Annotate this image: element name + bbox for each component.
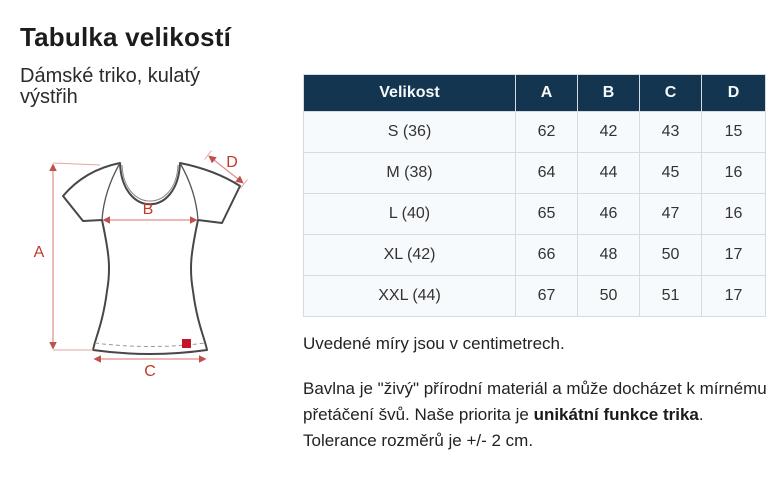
column-header-velikost: Velikost [304, 75, 516, 112]
column-header-c: C [640, 75, 702, 112]
dim-d-tick-2 [241, 180, 248, 189]
dim-d-tick-1 [205, 151, 212, 160]
measurement-cell: 45 [640, 153, 702, 194]
measurement-cell: 42 [578, 112, 640, 153]
tshirt-diagram [25, 143, 275, 380]
hem-tag [182, 339, 191, 348]
measurement-cell: 43 [640, 112, 702, 153]
measurement-cell: 67 [516, 276, 578, 317]
material-note-line-3: Tolerance rozměrů je +/- 2 cm. [303, 431, 534, 450]
measurement-cell: 15 [702, 112, 766, 153]
measurement-cell: 44 [578, 153, 640, 194]
subtitle-line-2: výstřih [20, 86, 78, 108]
size-table [303, 74, 766, 317]
dim-c-label: C [144, 363, 156, 380]
dim-b-label: B [142, 201, 154, 218]
material-note [303, 376, 783, 454]
material-note-line-1: Bavlna je "živý" přírodní materiál a může docházet k mírnému [303, 379, 767, 398]
table-row-s [304, 112, 766, 153]
measurement-cell: 17 [702, 235, 766, 276]
measurement-cell: 62 [516, 112, 578, 153]
dim-a-label: A [33, 244, 45, 261]
measurement-cell: 50 [578, 276, 640, 317]
subtitle-line-1: Dámské triko, kulatý [20, 65, 201, 87]
measurement-cell: 48 [578, 235, 640, 276]
table-header-row [304, 75, 766, 112]
table-row-m [304, 153, 766, 194]
column-header-b: B [578, 75, 640, 112]
measurement-cell: 65 [516, 194, 578, 235]
measurement-cell: 47 [640, 194, 702, 235]
measurement-cell: 51 [640, 276, 702, 317]
size-cell: S (36) [304, 112, 516, 153]
size-cell: M (38) [304, 153, 516, 194]
units-note: Uvedené míry jsou v centimetrech. [303, 334, 565, 353]
material-note-bold-phrase: unikátní funkce trika [533, 405, 699, 424]
material-note-line-2-post: . [698, 405, 704, 424]
size-cell: XL (42) [304, 235, 516, 276]
column-header-d: D [702, 75, 766, 112]
measurement-cell: 16 [702, 194, 766, 235]
table-row-l [304, 194, 766, 235]
dim-d-label: D [226, 154, 238, 171]
table-row-xxl [304, 276, 766, 317]
table-row-xl [304, 235, 766, 276]
measurement-cell: 66 [516, 235, 578, 276]
tshirt-outline [63, 163, 240, 354]
page-title: Tabulka velikostí [20, 22, 231, 52]
measurement-cell: 46 [578, 194, 640, 235]
dim-a-top-extension [53, 163, 100, 165]
measurement-cell: 64 [516, 153, 578, 194]
material-note-line-2-pre: přetáčení švů. Naše priorita je [303, 405, 534, 424]
measurement-cell: 17 [702, 276, 766, 317]
measurement-cell: 16 [702, 153, 766, 194]
size-cell: XXL (44) [304, 276, 516, 317]
measurement-cell: 50 [640, 235, 702, 276]
size-cell: L (40) [304, 194, 516, 235]
product-subtitle [20, 66, 200, 108]
column-header-a: A [516, 75, 578, 112]
